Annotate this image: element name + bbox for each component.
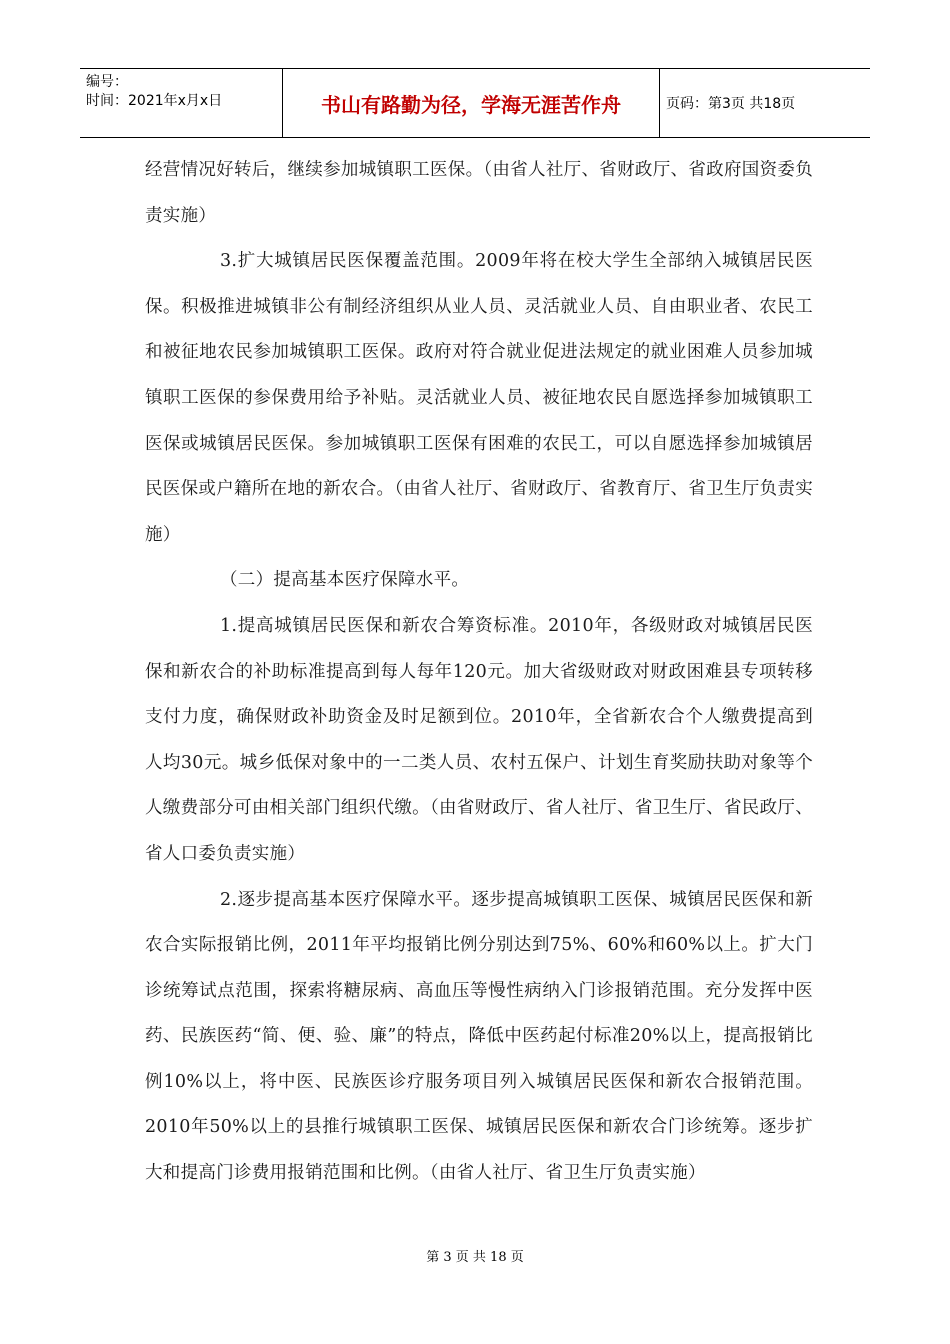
paragraph: 3.扩大城镇居民医保覆盖范围。2009年将在校大学生全部纳入城镇居民医保。积极推进城镇非公有制经济组织从业人员、灵活就业人员、自由职业者、农民工和被征地农民参加城镇职工医保。政府对符合就业促进法规定的就业困难人员参加城镇职工医保的参保费用给予补贴。灵活就业人员、被征地农民自愿选择参加城镇职工医保或城镇居民医保。参加城镇职工医保有困难的农民工，可以自愿选择参加城镇居民医保或户籍所在地的新农合。（由省人社厅、省财政厅、省教育厅、省卫生厅负责实施）	[145, 251, 813, 545]
header-motto: 书山有路勤为径，学海无涯苦作舟	[282, 69, 660, 137]
document-number-label: 编号：	[86, 74, 128, 90]
section-heading: （二）提高基本医疗保障水平。	[220, 570, 470, 591]
paragraph: 2.逐步提高基本医疗保障水平。逐步提高城镇职工医保、城镇居民医保和新农合实际报销比例，2011年平均报销比例分别达到75%、60%和60%以上。扩大门诊统筹试点范围，探索将糖尿病、高血压等慢性病纳入门诊报销范围。充分发挥中医药、民族医药“简、便、验、廉”的特点，降低中医药起付标准20%以上，提高报销比例10%以上，将中医、民族医诊疗服务项目列入城镇居民医保和新农合报销范围。2010年50%以上的县推行城镇职工医保、城镇居民医保和新农合门诊统筹。逐步扩大和提高门诊费用报销范围和比例。（由省人社厅、省卫生厅负责实施）	[145, 889, 813, 1184]
header-page-info: 页码：第3页 共18页	[666, 96, 796, 112]
page-header	[80, 68, 870, 138]
document-body	[145, 148, 813, 1197]
paragraph: 1.提高城镇居民医保和新农合筹资标准。2010年，各级财政对城镇居民医保和新农合的补助标准提高到每人每年120元。加大省级财政对财政困难县专项转移支付力度，确保财政补助资金及时足额到位。2010年，全省新农合个人缴费提高到人均30元。城乡低保对象中的一二类人员、农村五保户、计划生育奖励扶助对象等个人缴费部分可由相关部门组织代缴。（由省财政厅、省人社厅、省卫生厅、省民政厅、省人口委负责实施）	[145, 615, 813, 864]
header-meta	[80, 69, 282, 137]
page-footer: 第 3 页 共 18 页	[426, 1250, 524, 1265]
paragraph: 经营情况好转后，继续参加城镇职工医保。（由省人社厅、省财政厅、省政府国资委负责实施）	[145, 160, 813, 226]
document-time-label: 时间：2021年x月x日	[86, 93, 223, 109]
